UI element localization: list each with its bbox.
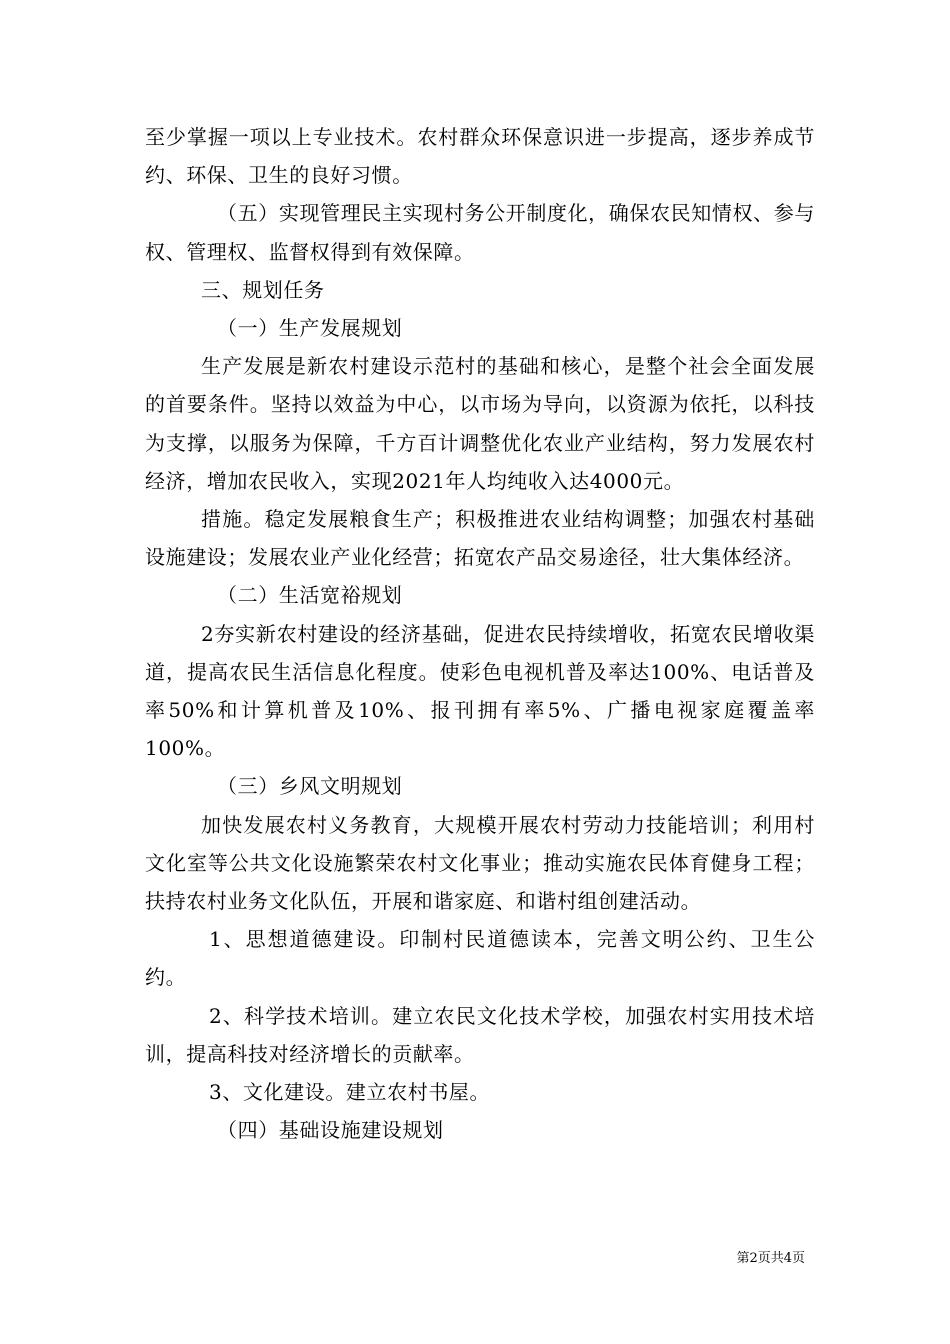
paragraph-goal-five: （五）实现管理民主实现村务公开制度化，确保农民知情权、参与权、管理权、监督权得到有效保障。: [145, 201, 815, 264]
section-heading-planning-tasks: 三、规划任务: [201, 277, 325, 302]
list-item-morality: 1、思想道德建设。印制村民道德读本，完善文明公约、卫生公约。: [145, 927, 815, 990]
paragraph-measures: 措施。稳定发展粮食生产；积极推进农业结构调整；加强农村基础设施建设；发展农业产业化经营；拓宽农产品交易途径，壮大集体经济。: [145, 507, 815, 570]
page-number-footer: 第2页共4页: [736, 1251, 805, 1266]
paragraph-civilization: 加快发展农村义务教育，大规模开展农村劳动力技能培训；利用村文化室等公共文化设施繁荣农村文化事业；推动实施农民体育健身工程；扶持农村业务文化队伍，开展和谐家庭、和谐村组创建活动。: [145, 812, 815, 914]
subheading-living: （二）生活宽裕规划: [217, 583, 403, 608]
paragraph-living: 2夯实新农村建设的经济基础，促进农民持续增收，拓宽农民增收渠道，提高农民生活信息化程度。使彩色电视机普及率达100%、电话普及率50%和计算机普及10%、报刊拥有率5%、广播电视家庭覆盖率100%。: [145, 621, 815, 761]
paragraph-production: 生产发展是新农村建设示范村的基础和核心，是整个社会全面发展的首要条件。坚持以效益为中心，以市场为导向，以资源为依托，以科技为支撑，以服务为保障，千方百计调整优化农业产业结构，努力发展农村经济，增加农民收入，实现2021年人均纯收入达4000元。: [145, 354, 815, 493]
list-item-technology: 2、科学技术培训。建立农民文化技术学校，加强农村实用技术培训，提高科技对经济增长的贡献率。: [145, 1003, 815, 1066]
paragraph-continuation: 至少掌握一项以上专业技术。农村群众环保意识进一步提高，逐步养成节约、环保、卫生的良好习惯。: [145, 125, 815, 188]
subheading-civilization: （三）乡风文明规划: [217, 774, 403, 799]
subheading-production: （一）生产发展规划: [217, 316, 403, 341]
list-item-culture: 3、文化建设。建立农村书屋。: [209, 1080, 491, 1105]
subheading-infrastructure: （四）基础设施建设规划: [217, 1118, 444, 1143]
document-body: [145, 118, 815, 1149]
